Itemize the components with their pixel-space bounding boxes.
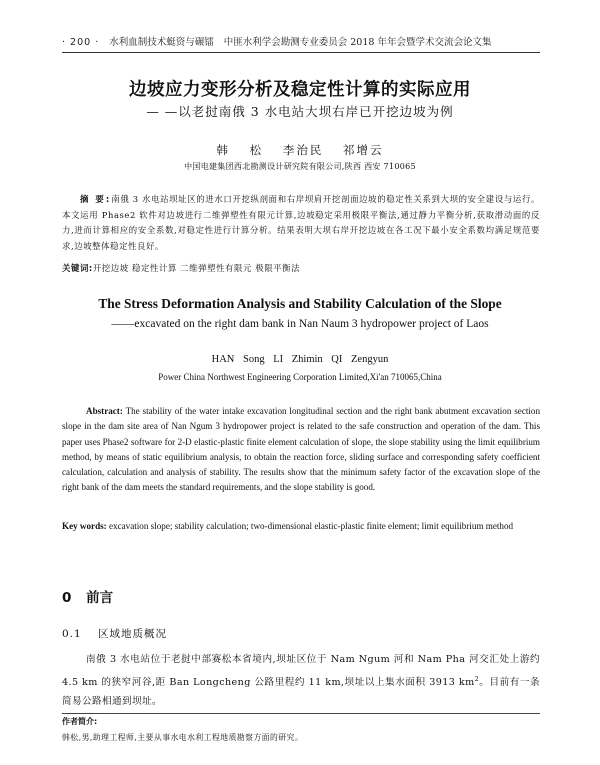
english-affiliation: Power China Northwest Engineering Corporation Limited,Xi'an 710065,China <box>158 372 442 382</box>
chinese-affiliation: 中国电建集团西北勘测设计研究院有限公司,陕西 西安 710065 <box>184 162 416 171</box>
journal-name: 水利血制技术蜓资与碾镭 <box>109 37 214 48</box>
proceedings-name: 中匪水利学会勘测专业委员会 2018 年年会暨学术交流会论文集 <box>223 37 492 48</box>
english-authors: HAN Song LI Zhimin QI Zengyun <box>211 354 389 365</box>
footnote-text: 韩松,男,助理工程师,主要从事水电水利工程地质勘察方面的研究。 <box>62 733 304 742</box>
english-keywords <box>62 519 540 534</box>
chinese-abstract-label: 摘 要: <box>80 194 112 204</box>
chinese-authors: 韩 松 李治民 祁增云 <box>216 143 384 157</box>
body-superscript: 2 <box>474 674 480 683</box>
chinese-subtitle: — —以老挝南俄 3 水电站大坝右岸已开挖边坡为例 <box>146 104 454 119</box>
body-text-tail: 。目前有一条简易公路相通到坝址。 <box>62 676 540 708</box>
body-text: 南俄 3 水电站位于老挝中部赛松本省境内,坝址区位于 Nam Ngum 河和 Nam Pha 河交汇处上游约 4.5 km 的狭窄河谷,距 Ban Longcheng 公路里程约 11 km,坝址以上集水面积 3913 km <box>62 654 540 688</box>
page-number: · 200 · <box>62 37 100 48</box>
english-keywords-label: Key words: <box>62 521 107 531</box>
chinese-title: 边坡应力变形分析及稳定性计算的实际应用 <box>129 80 471 100</box>
english-abstract <box>62 404 540 496</box>
chinese-keywords-text: 开挖边坡 稳定性计算 二维弹塑性有限元 极限平衡法 <box>92 263 301 273</box>
chinese-keywords <box>62 262 540 274</box>
footnote-rule <box>62 713 540 714</box>
english-title: The Stress Deformation Analysis and Stability Calculation of the Slope <box>98 296 502 311</box>
english-subtitle: ——excavated on the right dam bank in Nan Naum 3 hydropower project of Laos <box>111 318 489 330</box>
subsection-heading: 0.1 区域地质概况 <box>62 628 168 640</box>
chinese-abstract-text: 南俄 3 水电站坝址区的进水口开挖纵剖面和右岸坝肩开挖剖面边坡的稳定性关系到大坝的安全建设与运行。本文运用 Phase2 软件对边坡进行二维弹塑性有限元计算,边坡稳定采用极限平衡法,通过静力平衡分析,获取滑动面的反力,进而计算相应的安全系数,对稳定性进行计算分析。结果表明大坝右岸开挖边坡在各工况下最小安全系数均满足规范要求,边坡整体稳定性良好。 <box>62 194 540 251</box>
header-rule <box>62 52 540 53</box>
section-heading: 0 前言 <box>62 590 114 606</box>
chinese-abstract <box>62 192 540 254</box>
english-keywords-text: excavation slope; stability calculation; two-dimensional elastic-plastic finite element; limit equilibrium method <box>109 521 514 531</box>
running-header <box>62 34 540 48</box>
chinese-keywords-label: 关键词: <box>62 263 93 273</box>
english-abstract-label: Abstract: <box>86 406 123 416</box>
english-abstract-text: The stability of the water intake excavation longitudinal section and the right bank abutment excavation section slope in the dam site area of Nan Ngum 3 hydropower project is related to the safe construction and operation of the dam. This paper uses Phase2 software for 2-D elastic-plastic finite element calculation of slope, the slope stability using the limit equilibrium method, by means of static equilibrium analysis, to obtain the reaction force, sliding surface and corresponding safety coefficient calculation, calculation and analysis of stability. The results show that the minimum safety factor of the excavation slope of the right bank of the dam meets the standard requirements, and the slope stability is good. <box>62 406 540 493</box>
footnote-label: 作者简介: <box>62 717 98 726</box>
body-paragraph <box>62 650 540 712</box>
